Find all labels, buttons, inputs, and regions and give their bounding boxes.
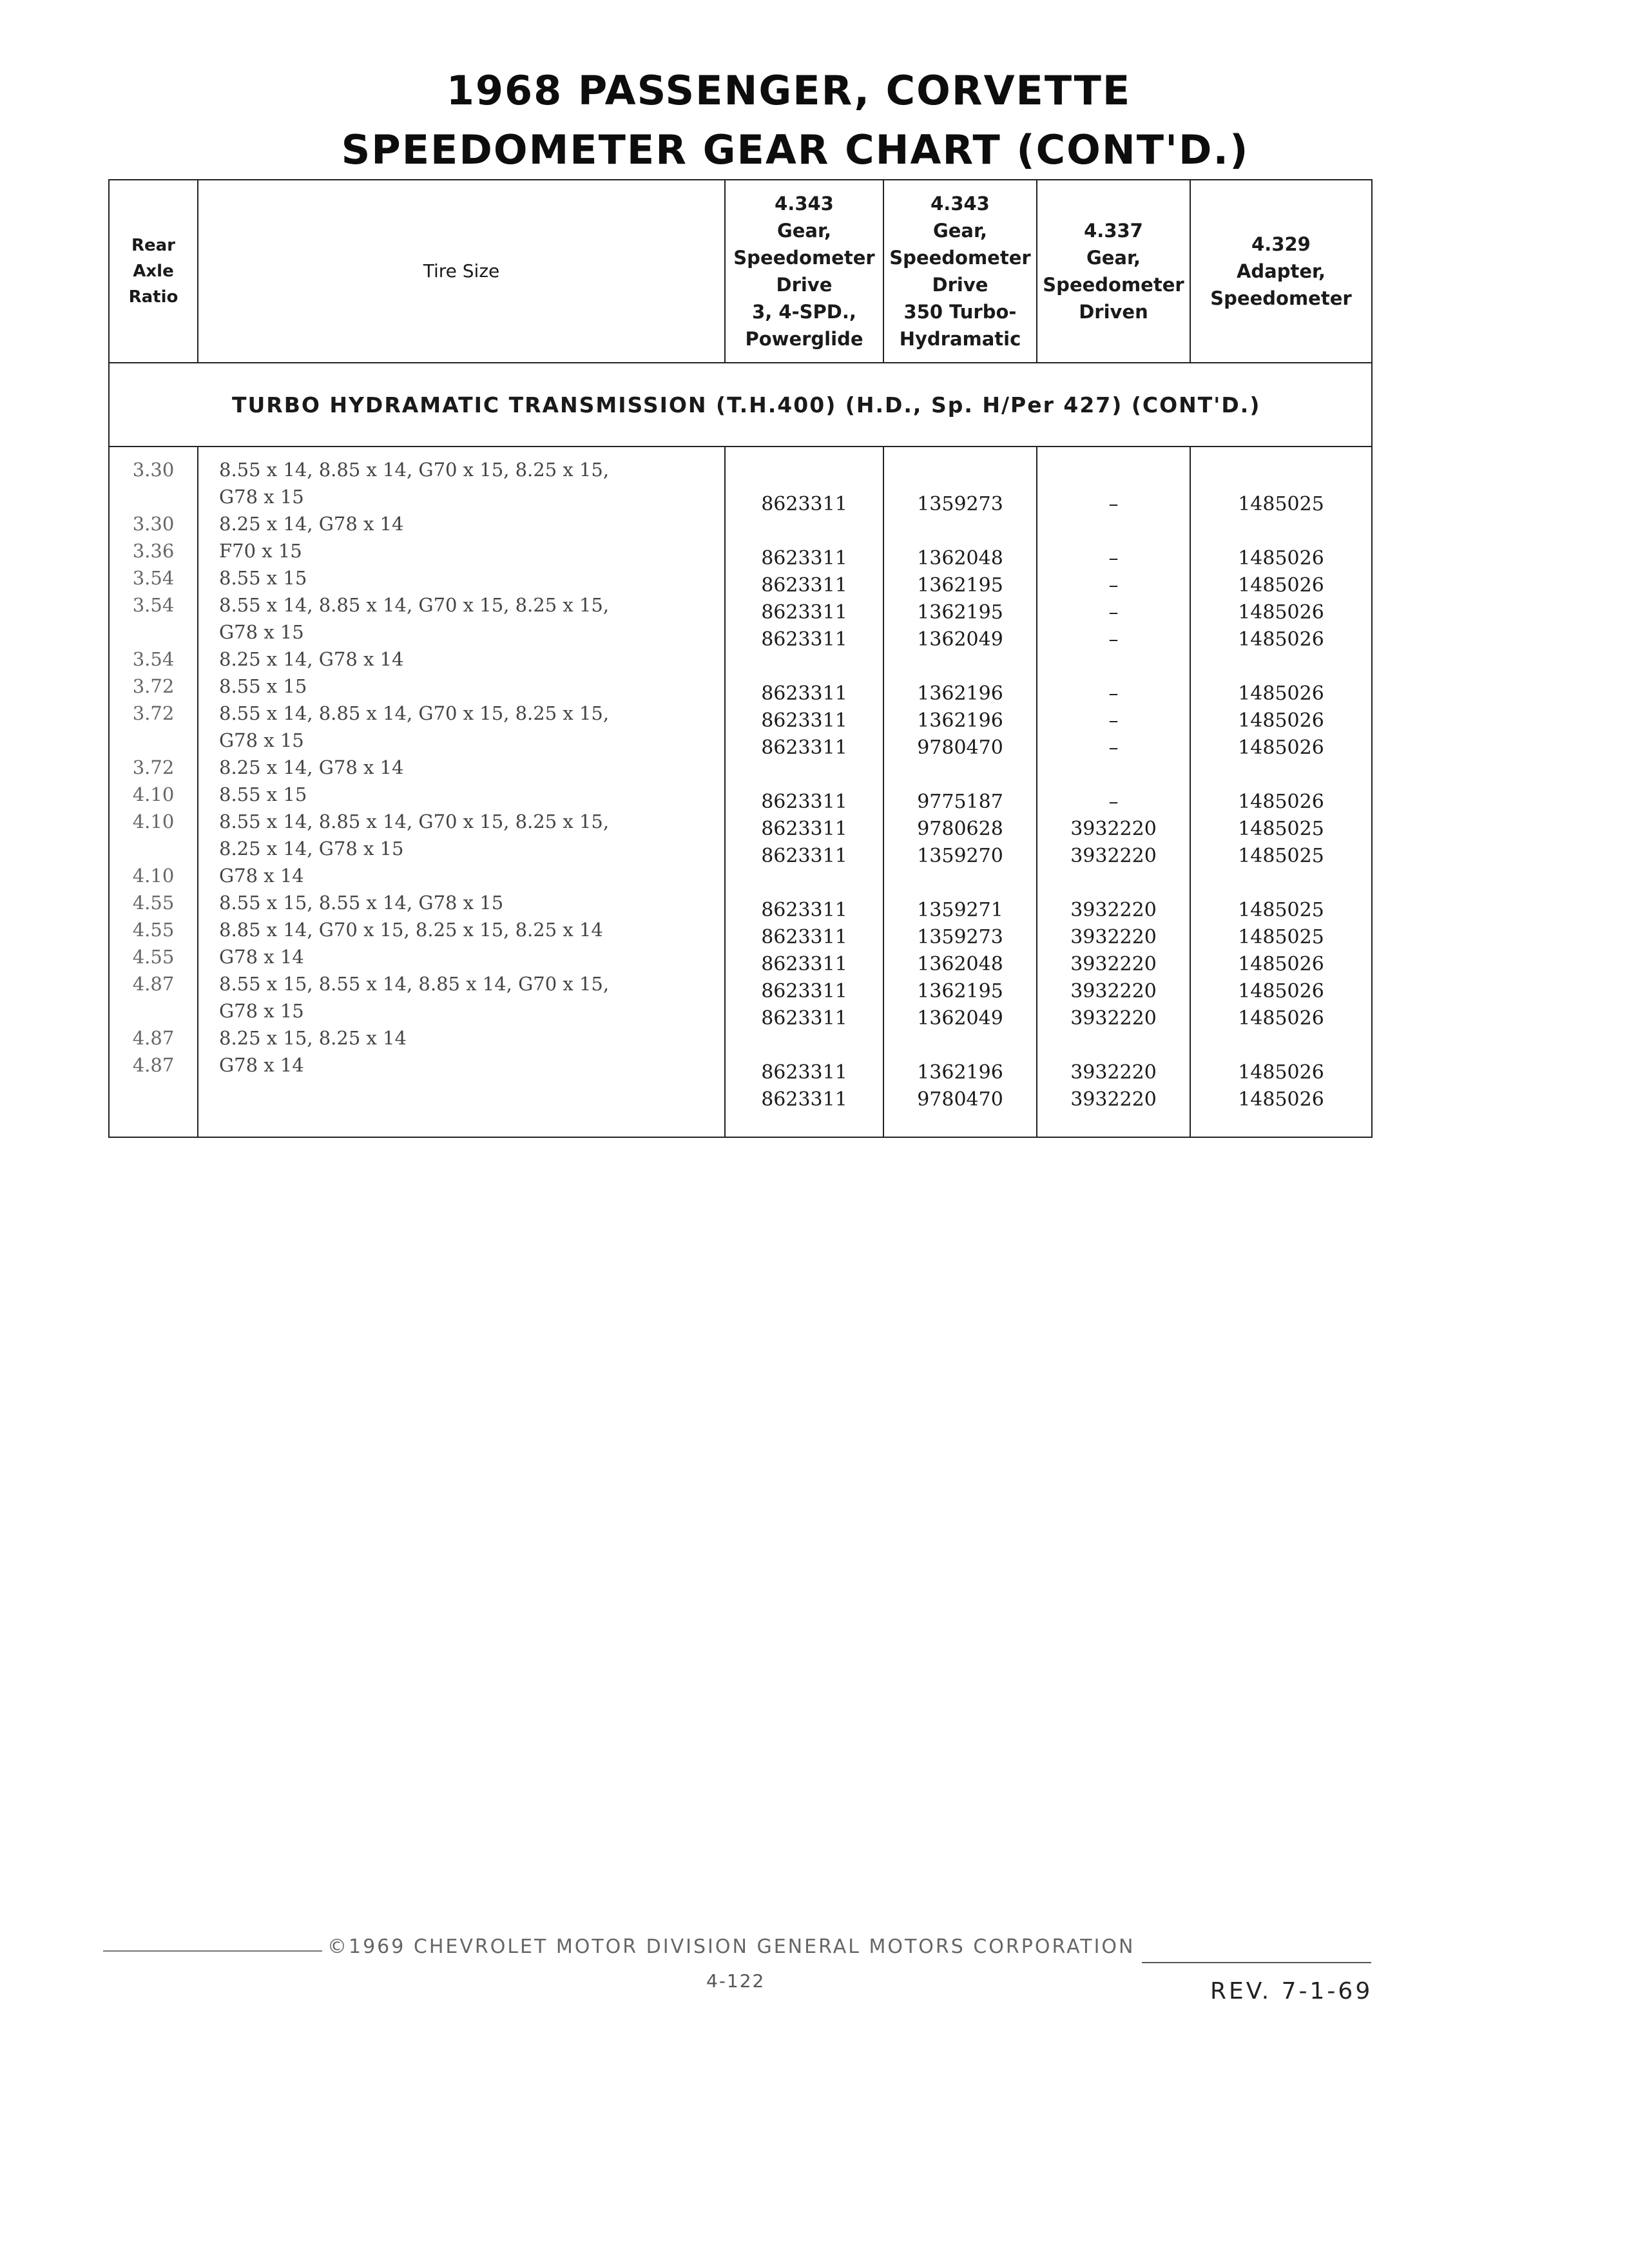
tire-size-cell: G78 x 14 <box>219 1054 304 1076</box>
gear-drive-turbo-cell: 9780628 <box>917 818 1003 840</box>
tire-size-cell: 8.55 x 15 <box>219 783 307 805</box>
section-title: TURBO HYDRAMATIC TRANSMISSION (T.H.400) (H.D., Sp. H/Per 427) (CONT'D.) <box>109 363 1372 447</box>
tire-size-cell: 8.55 x 15, 8.55 x 14, G78 x 15 <box>219 892 504 914</box>
gear-driven-cell: – <box>1108 682 1119 705</box>
header-gear-drive-turbo: 4.343 Gear, Speedometer Drive 350 Turbo- Hydramatic <box>883 180 1037 363</box>
tire-size-cell: 8.85 x 14, G70 x 15, 8.25 x 15, 8.25 x 14 <box>219 919 603 941</box>
tire-size-cell: G78 x 14 <box>219 865 304 887</box>
adapter-cell: 1485025 <box>1238 493 1324 515</box>
header-row <box>109 180 1372 363</box>
gear-driven-cell: 3932220 <box>1070 980 1157 1003</box>
tire-size-cell: G78 x 15 <box>219 1000 304 1022</box>
tire-size-cell: 8.55 x 15 <box>219 567 307 589</box>
copyright-notice: ©1969 CHEVROLET MOTOR DIVISION GENERAL MOTORS CORPORATION <box>327 1936 1135 1958</box>
adapter-cell: 1485026 <box>1238 1088 1324 1111</box>
footer-rule-left <box>103 1950 322 1952</box>
axle-ratio-cell: 3.72 <box>132 756 175 778</box>
adapter-cell: 1485026 <box>1238 1007 1324 1030</box>
gear-drive-manual-cell: 8623311 <box>761 574 847 597</box>
adapter-cell: 1485026 <box>1238 601 1324 624</box>
gear-drive-turbo-column <box>883 447 1037 1137</box>
gear-drive-turbo-cell: 9780470 <box>917 1088 1003 1111</box>
gear-drive-manual-cell: 8623311 <box>761 818 847 840</box>
tire-size-cell: 8.55 x 14, 8.85 x 14, G70 x 15, 8.25 x 15, <box>219 459 610 481</box>
header-adapter: 4.329 Adapter, Speedometer <box>1190 180 1372 363</box>
axle-ratio-cell: 4.10 <box>132 865 175 887</box>
gear-drive-manual-cell: 8623311 <box>761 980 847 1003</box>
axle-ratio-cell: 3.72 <box>132 675 175 697</box>
footer-rule-right <box>1142 1962 1371 1963</box>
tire-size-cell: 8.25 x 14, G78 x 14 <box>219 756 404 778</box>
gear-drive-manual-cell: 8623311 <box>761 682 847 705</box>
page-title: 1968 PASSENGER, CORVETTE <box>446 67 1132 114</box>
tire-size-cell: 8.55 x 14, 8.85 x 14, G70 x 15, 8.25 x 15, <box>219 594 610 616</box>
tire-size-cell: G78 x 14 <box>219 946 304 968</box>
gear-drive-manual-cell: 8623311 <box>761 899 847 921</box>
gear-driven-cell: – <box>1108 736 1119 759</box>
tire-size-cell: 8.55 x 15 <box>219 675 307 697</box>
gear-drive-turbo-cell: 1362196 <box>917 709 1003 732</box>
gear-drive-manual-cell: 8623311 <box>761 1007 847 1030</box>
axle-ratio-cell: 3.30 <box>132 459 175 481</box>
axle-ratio-cell: 3.54 <box>132 567 175 589</box>
tire-size-cell: 8.55 x 14, 8.85 x 14, G70 x 15, 8.25 x 15, <box>219 702 610 724</box>
axle-ratio-cell: 4.87 <box>132 1027 175 1049</box>
adapter-cell: 1485026 <box>1238 547 1324 570</box>
gear-drive-turbo-cell: 1362196 <box>917 682 1003 705</box>
gear-drive-manual-cell: 8623311 <box>761 791 847 813</box>
axle-ratio-cell: 3.36 <box>132 540 175 562</box>
tire-size-column <box>198 447 725 1137</box>
gear-drive-turbo-cell: 1359271 <box>917 899 1003 921</box>
gear-driven-cell: – <box>1108 791 1119 813</box>
axle-ratio-cell: 3.72 <box>132 702 175 724</box>
tire-size-cell: G78 x 15 <box>219 621 304 643</box>
gear-driven-column <box>1037 447 1190 1137</box>
gear-drive-manual-cell: 8623311 <box>761 1061 847 1084</box>
gear-driven-cell: 3932220 <box>1070 818 1157 840</box>
gear-drive-turbo-cell: 1362195 <box>917 980 1003 1003</box>
adapter-cell: 1485026 <box>1238 628 1324 651</box>
gear-drive-turbo-cell: 1362048 <box>917 547 1003 570</box>
gear-drive-turbo-cell: 1362048 <box>917 953 1003 975</box>
header-gear-drive-manual: 4.343 Gear, Speedometer Drive 3, 4-SPD., Powerglide <box>725 180 883 363</box>
gear-drive-turbo-cell: 1362049 <box>917 628 1003 651</box>
tire-size-cell: F70 x 15 <box>219 540 302 562</box>
gear-drive-manual-cell: 8623311 <box>761 601 847 624</box>
tire-size-cell: 8.55 x 15, 8.55 x 14, 8.85 x 14, G70 x 15, <box>219 973 610 995</box>
axle-ratio-cell: 3.30 <box>132 513 175 535</box>
gear-driven-cell: – <box>1108 574 1119 597</box>
axle-ratio-cell: 3.54 <box>132 594 175 616</box>
adapter-cell: 1485026 <box>1238 709 1324 732</box>
axle-ratio-cell: 4.87 <box>132 1054 175 1076</box>
adapter-cell: 1485026 <box>1238 980 1324 1003</box>
revision-date: REV. 7-1-69 <box>1210 1978 1373 2004</box>
adapter-column <box>1190 447 1372 1137</box>
gear-drive-manual-cell: 8623311 <box>761 493 847 515</box>
data-body-row <box>109 447 1372 1137</box>
gear-drive-manual-cell: 8623311 <box>761 1088 847 1111</box>
gear-driven-cell: 3932220 <box>1070 953 1157 975</box>
gear-drive-turbo-cell: 1362049 <box>917 1007 1003 1030</box>
header-gear-driven: 4.337 Gear, Speedometer Driven <box>1037 180 1190 363</box>
adapter-cell: 1485026 <box>1238 1061 1324 1084</box>
page-subtitle: SPEEDOMETER GEAR CHART (CONT'D.) <box>341 126 1249 173</box>
gear-drive-manual-cell: 8623311 <box>761 709 847 732</box>
gear-drive-turbo-cell: 1362195 <box>917 574 1003 597</box>
page-number: 4-122 <box>706 1970 766 1992</box>
axle-ratio-cell: 4.10 <box>132 811 175 832</box>
adapter-cell: 1485026 <box>1238 736 1324 759</box>
tire-size-cell: G78 x 15 <box>219 486 304 508</box>
tire-size-cell: 8.25 x 15, 8.25 x 14 <box>219 1027 407 1049</box>
axle-ratio-cell: 4.87 <box>132 973 175 995</box>
gear-driven-cell: – <box>1108 628 1119 651</box>
gear-drive-turbo-cell: 1362195 <box>917 601 1003 624</box>
gear-driven-cell: 3932220 <box>1070 845 1157 867</box>
adapter-cell: 1485026 <box>1238 682 1324 705</box>
gear-drive-turbo-cell: 9780470 <box>917 736 1003 759</box>
gear-drive-turbo-cell: 1359273 <box>917 926 1003 948</box>
axle-ratio-cell: 4.10 <box>132 783 175 805</box>
tire-size-cell: 8.55 x 14, 8.85 x 14, G70 x 15, 8.25 x 15, <box>219 811 610 832</box>
axle-ratio-cell: 4.55 <box>132 946 175 968</box>
adapter-cell: 1485025 <box>1238 926 1324 948</box>
section-row <box>109 363 1372 447</box>
gear-drive-manual-cell: 8623311 <box>761 926 847 948</box>
gear-driven-cell: 3932220 <box>1070 899 1157 921</box>
gear-drive-manual-column <box>725 447 883 1137</box>
gear-driven-cell: 3932220 <box>1070 1088 1157 1111</box>
gear-drive-manual-cell: 8623311 <box>761 628 847 651</box>
tire-size-cell: G78 x 15 <box>219 729 304 751</box>
header-tire-size: Tire Size <box>198 180 725 363</box>
gear-driven-cell: 3932220 <box>1070 1061 1157 1084</box>
gear-drive-turbo-cell: 1362196 <box>917 1061 1003 1084</box>
adapter-cell: 1485026 <box>1238 574 1324 597</box>
gear-drive-manual-cell: 8623311 <box>761 736 847 759</box>
gear-drive-turbo-cell: 1359270 <box>917 845 1003 867</box>
gear-driven-cell: 3932220 <box>1070 1007 1157 1030</box>
gear-driven-cell: – <box>1108 601 1119 624</box>
gear-drive-manual-cell: 8623311 <box>761 547 847 570</box>
axle-ratio-cell: 4.55 <box>132 892 175 914</box>
gear-driven-cell: 3932220 <box>1070 926 1157 948</box>
gear-drive-turbo-cell: 1359273 <box>917 493 1003 515</box>
gear-drive-manual-cell: 8623311 <box>761 845 847 867</box>
adapter-cell: 1485026 <box>1238 953 1324 975</box>
axle-ratio-column <box>109 447 198 1137</box>
gear-driven-cell: – <box>1108 493 1119 515</box>
adapter-cell: 1485026 <box>1238 791 1324 813</box>
gear-drive-manual-cell: 8623311 <box>761 953 847 975</box>
axle-ratio-cell: 4.55 <box>132 919 175 941</box>
adapter-cell: 1485025 <box>1238 845 1324 867</box>
header-axle-ratio: Rear Axle Ratio <box>109 180 198 363</box>
axle-ratio-cell: 3.54 <box>132 648 175 670</box>
gear-drive-turbo-cell: 9775187 <box>917 791 1003 813</box>
gear-driven-cell: – <box>1108 547 1119 570</box>
adapter-cell: 1485025 <box>1238 899 1324 921</box>
tire-size-cell: 8.25 x 14, G78 x 14 <box>219 513 404 535</box>
gear-driven-cell: – <box>1108 709 1119 732</box>
tire-size-cell: 8.25 x 14, G78 x 14 <box>219 648 404 670</box>
tire-size-cell: 8.25 x 14, G78 x 15 <box>219 838 404 860</box>
speedometer-gear-table <box>108 179 1373 1138</box>
adapter-cell: 1485025 <box>1238 818 1324 840</box>
